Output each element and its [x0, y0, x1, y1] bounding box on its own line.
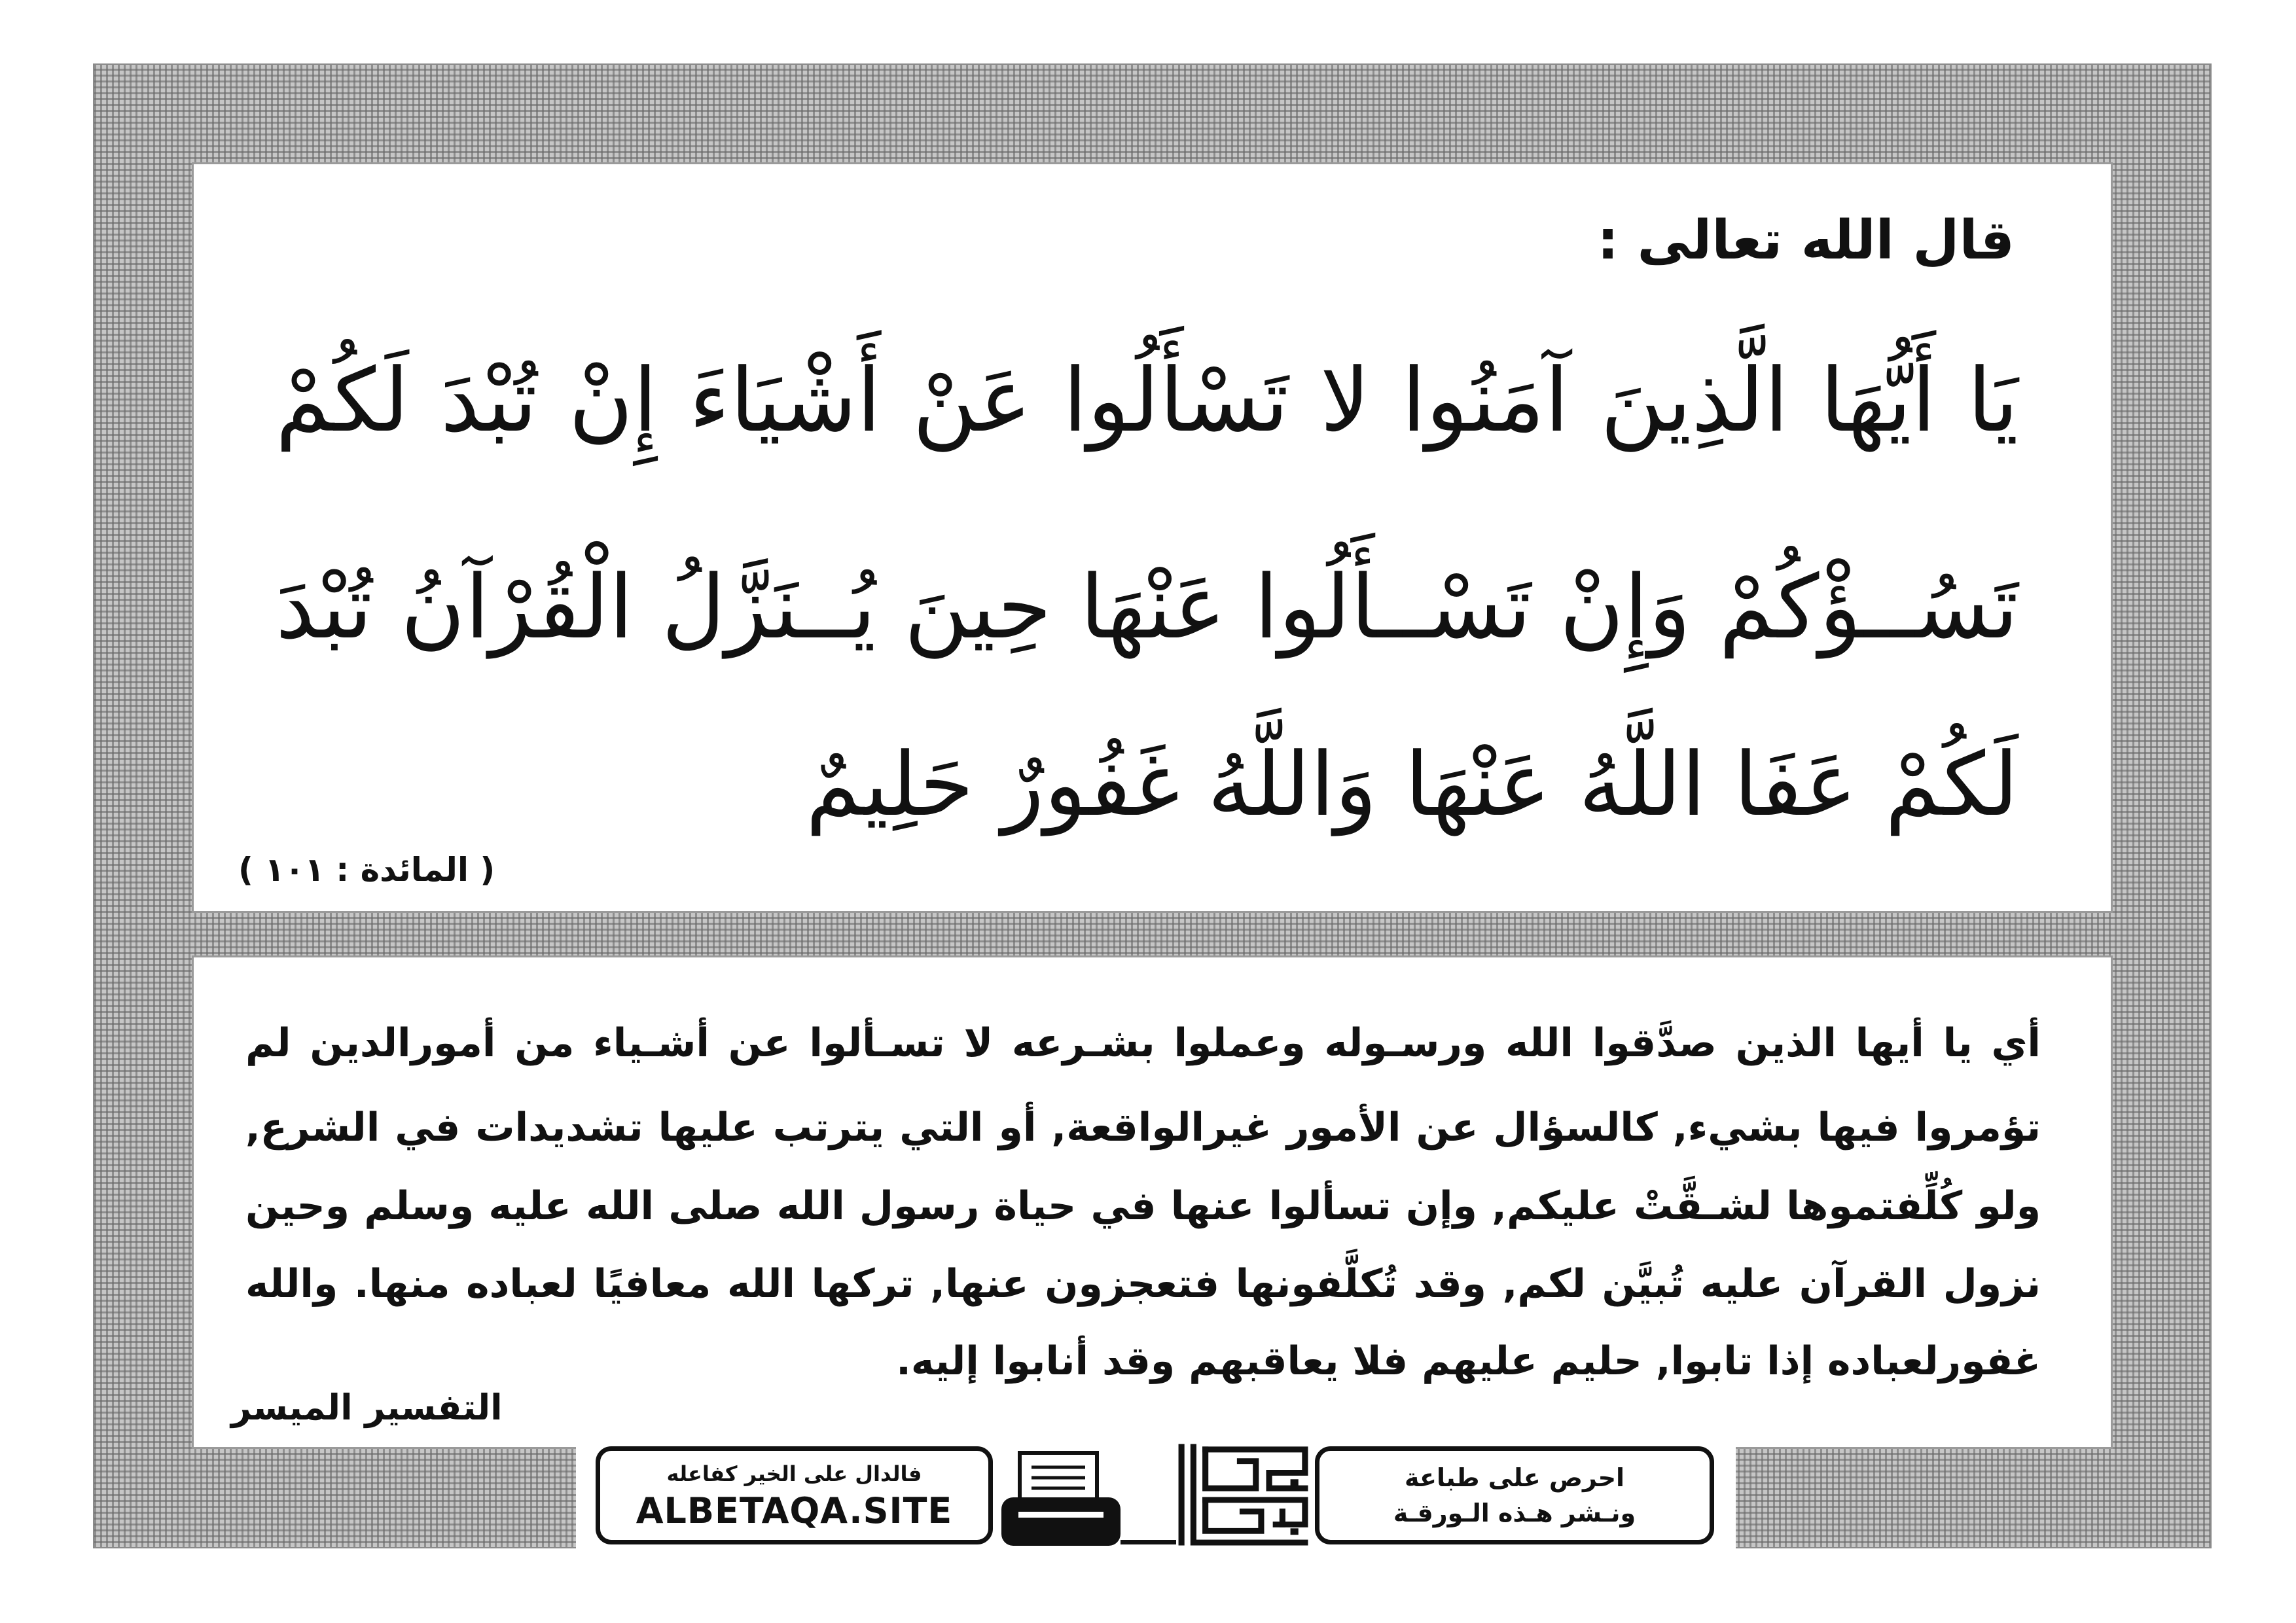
motto-box	[596, 1446, 993, 1544]
tafsir-line-4: نزول القرآن عليه تُبيَّن لكم, وقد تُكلَّفونها فتعجزون عنها, تركها الله معافيًا لعباده منها. والله	[245, 1261, 2041, 1307]
print-call-box	[1315, 1446, 1714, 1544]
printer-icon	[999, 1450, 1123, 1548]
tafsir-card	[192, 955, 2113, 1449]
print-call-line-1: احرص على طباعة	[1404, 1463, 1625, 1492]
verse-line-1: يَا أَيُّهَا الَّذِينَ آمَنُوا لا تَسْأَلُوا عَنْ أَشْيَاءَ إِنْ تُبْدَ لَكُمْ	[276, 349, 2018, 452]
tafsir-source: التفسير الميسر	[231, 1387, 503, 1428]
print-call-line-2: ونـشر هـذه الـورقـة	[1393, 1499, 1636, 1527]
verse-card	[192, 162, 2113, 913]
verse-intro-heading: قال الله تعالى :	[1597, 209, 2015, 272]
verse-reference: ( المائدة : ١٠١ )	[238, 851, 495, 889]
motto-text: فالدال على الخير كفاعله	[666, 1461, 922, 1486]
verse-line-3: لَكُمْ عَفَا اللَّهُ عَنْهَا وَاللَّهُ غَفُورٌ حَلِيمٌ	[806, 734, 2018, 836]
site-url: ALBETAQA.SITE	[636, 1490, 953, 1531]
kufic-logo	[1176, 1443, 1309, 1546]
banner-connector-line	[1121, 1540, 1179, 1544]
verse-line-2: تَسُــؤْكُمْ وَإِنْ تَسْــأَلُوا عَنْهَا حِينَ يُــنَزَّلُ الْقُرْآنُ تُبْدَ	[276, 556, 2018, 658]
tafsir-line-2: تؤمروا فيها بشيء, كالسؤال عن الأمور غيرالواقعة, أو التي يترتب عليها تشديدات في الشرع,	[245, 1105, 2041, 1150]
tafsir-line-5: غفورلعباده إذا تابوا, حليم عليهم فلا يعاقبهم وقد أنابوا إليه.	[896, 1338, 2041, 1384]
tafsir-line-3: ولو كُلِّفتموها لشـقَّتْ عليكم, وإن تسألوا عنها في حياة رسول الله صلى الله عليه وسلم وحين	[245, 1183, 2041, 1229]
tafsir-line-1: أي يا أيها الذين صدَّقوا الله ورسـوله وعملوا بشـرعه لا تسـألوا عن أشـياء من أمورالدين لم	[245, 1020, 2041, 1066]
